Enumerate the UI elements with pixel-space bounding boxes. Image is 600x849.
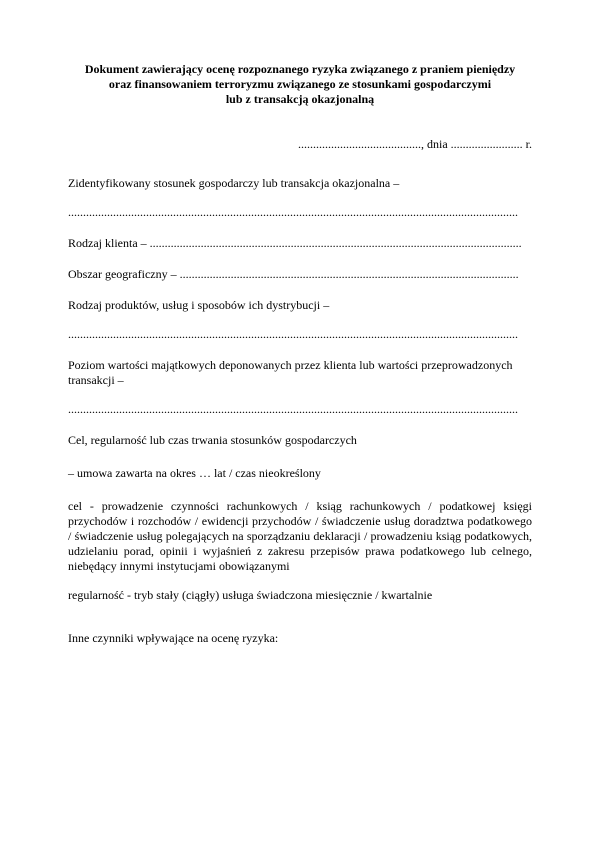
document-title: [68, 62, 532, 107]
field-geographic-area-line: Obszar geograficzny – .................................................................................................................: [68, 267, 519, 281]
contract-term-line: – umowa zawarta na okres … lat / czas nieokreślony: [68, 466, 321, 480]
document-title-line-1: Dokument zawierający ocenę rozpoznanego ryzyka związanego z praniem pieniędzy: [84, 62, 516, 76]
field-products-label: Rodzaj produktów, usług i sposobów ich dystrybucji –: [68, 298, 330, 312]
field-products-dotted-line: ......................................................................................................................................................: [68, 327, 518, 341]
purpose-detail-paragraph: cel - prowadzenie czynności rachunkowych / ksiąg rachunkowych / podatkowej księgi przychodów i rozchodów / ewidencji przychodów / świadczenie usług doradztwa podatkowego / świadczenie usług polegających na sporządzaniu deklaracji / prowadzeniu ksiąg podatkowych, udzielaniu porad, opinii i wyjaśnień z zakresu przepisów prawa podatkowego lub celnego, niebędący innymi instytucjami obowiązanymi: [68, 499, 532, 573]
document-title-line-3: lub z transakcją okazjonalną: [225, 92, 375, 106]
date-line: ........................................., dnia ........................ r.: [298, 137, 532, 151]
document-title-line-2: oraz finansowaniem terroryzmu związanego ze stosunkami gospodarczymi: [108, 77, 492, 91]
field-values-dotted-line: ......................................................................................................................................................: [68, 402, 518, 416]
regularity-line: regularność - tryb stały (ciągły) usługa świadczona miesięcznie / kwartalnie: [68, 588, 433, 602]
section-purpose-heading: Cel, regularność lub czas trwania stosunków gospodarczych: [68, 433, 357, 447]
field-identified-relation-dotted-line: ......................................................................................................................................................: [68, 205, 518, 219]
field-values-label: Poziom wartości majątkowych deponowanych przez klienta lub wartości przeprowadzonych transakcji –: [68, 358, 513, 387]
field-client-type-line: Rodzaj klienta – ............................................................................................................................: [68, 236, 522, 250]
field-identified-relation-label: Zidentyfikowany stosunek gospodarczy lub transakcja okazjonalna –: [68, 176, 400, 190]
other-factors-heading: Inne czynniki wpływające na ocenę ryzyka:: [68, 631, 279, 645]
